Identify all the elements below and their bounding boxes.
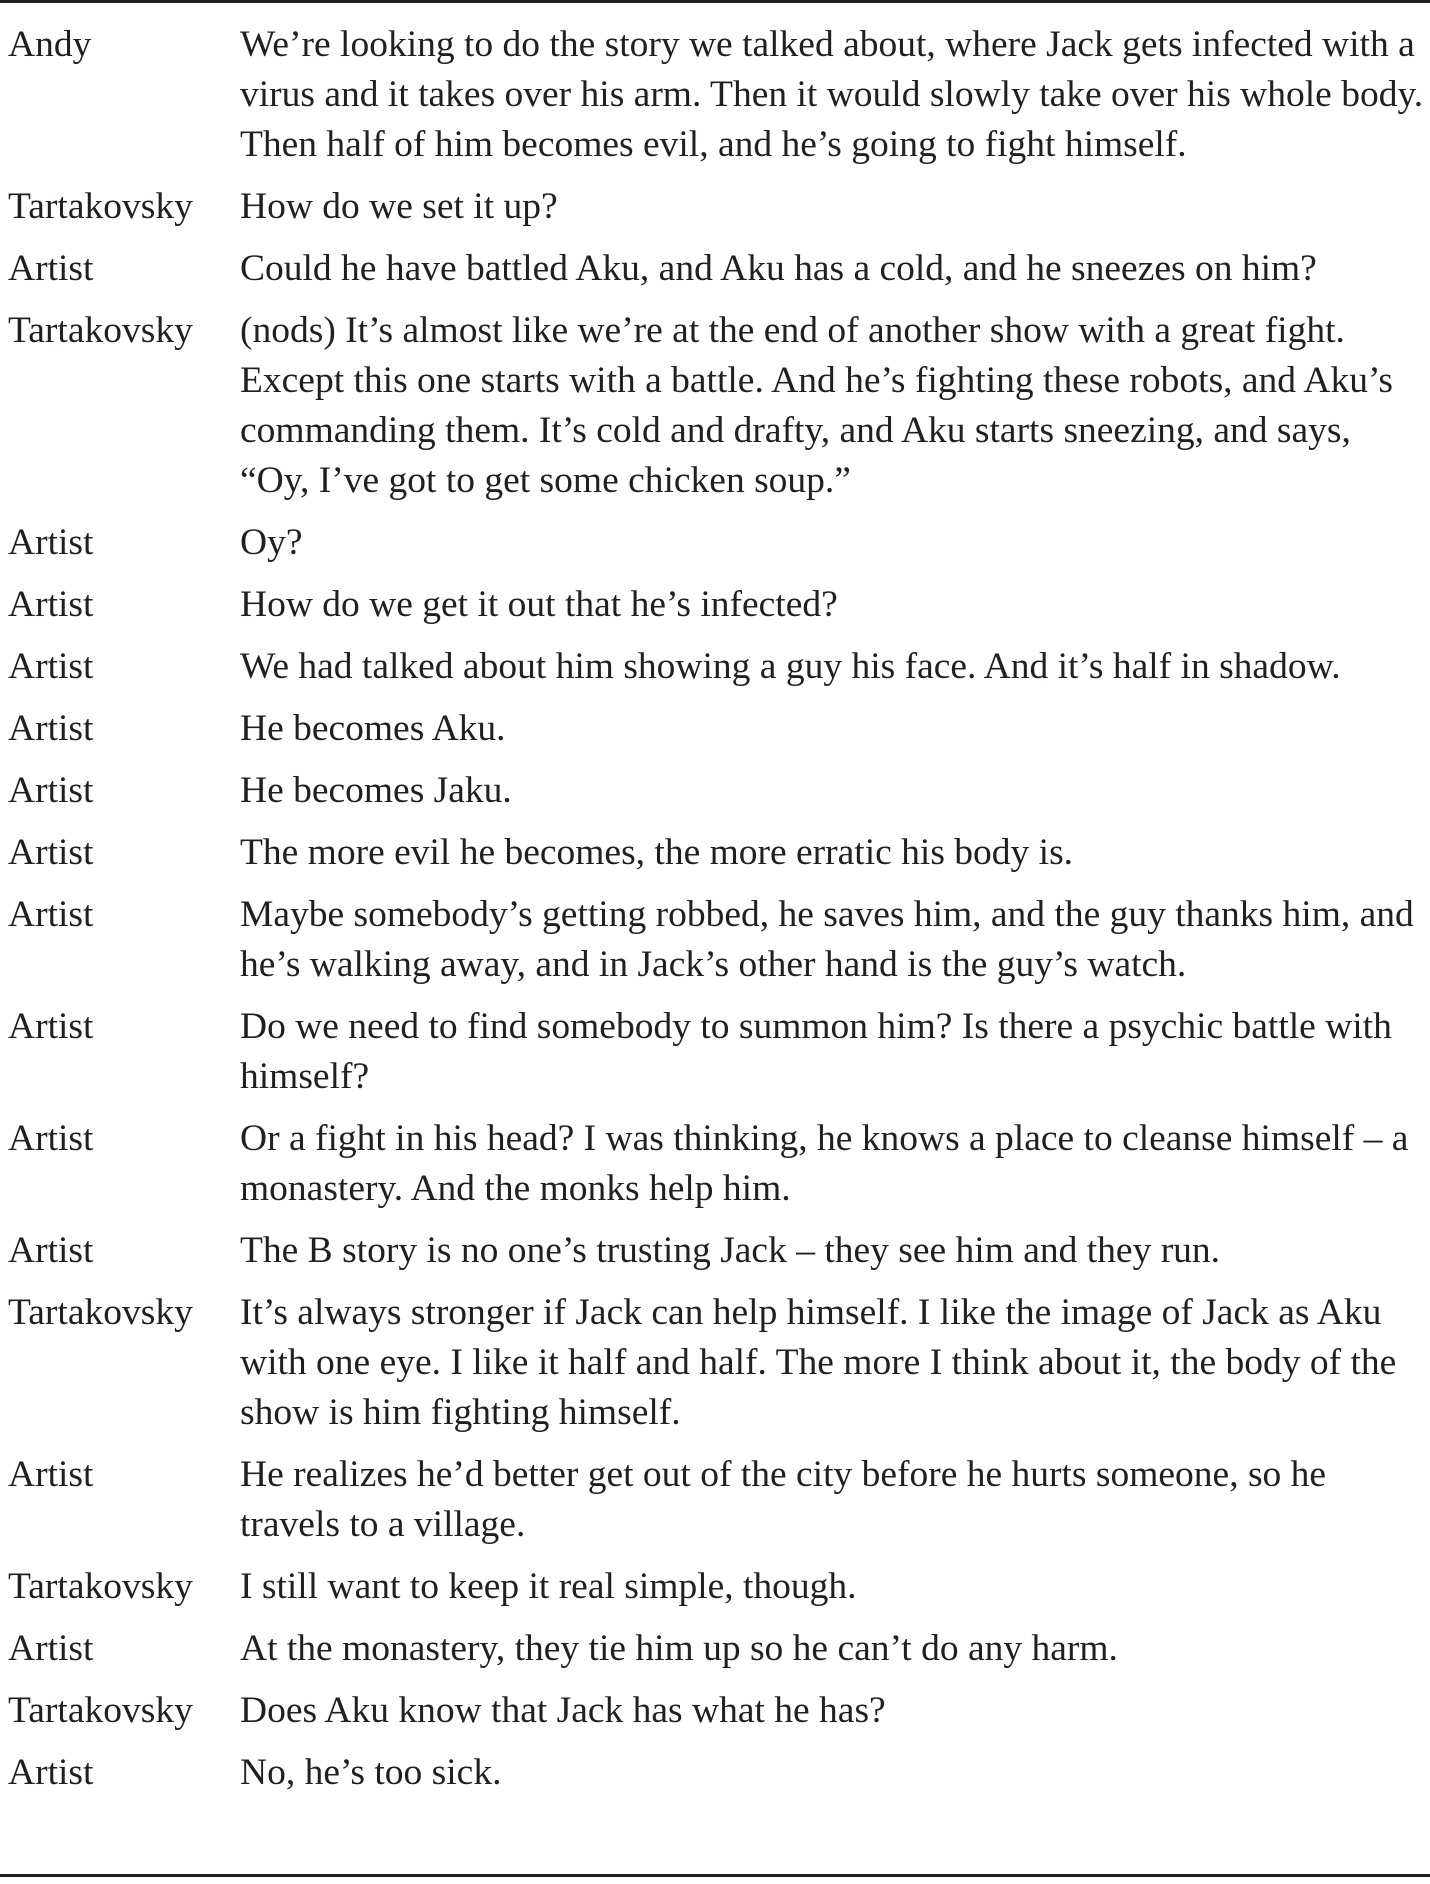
transcript-row	[8, 1748, 1426, 1810]
dialogue-text: The more evil he becomes, the more erratic his body is.	[240, 832, 1074, 873]
transcript-row	[8, 1450, 1426, 1562]
speaker-name: Artist	[8, 1752, 94, 1793]
transcript-row	[8, 518, 1426, 580]
dialogue-text: No, he’s too sick.	[240, 1752, 502, 1793]
dialogue-text: (nods) It’s almost like we’re at the end of another show with a great fight. Except this one starts with a battle. And he’s fighting these robots, and Aku’s commanding them. It’s cold and drafty, and Aku starts sneezing, and says, “Oy, I’ve got to get some chicken soup.”	[240, 310, 1393, 501]
speaker-name: Artist	[8, 1006, 94, 1047]
transcript-row	[8, 306, 1426, 518]
dialogue-text: He becomes Aku.	[240, 708, 506, 749]
transcript-row	[8, 1624, 1426, 1686]
transcript-row	[8, 1114, 1426, 1226]
speaker-name: Andy	[8, 24, 92, 65]
dialogue-text: At the monastery, they tie him up so he can’t do any harm.	[240, 1628, 1118, 1669]
speaker-name: Artist	[8, 832, 94, 873]
transcript-row	[8, 642, 1426, 704]
transcript-row	[8, 1686, 1426, 1748]
speaker-name: Tartakovsky	[8, 1292, 193, 1333]
speaker-name: Artist	[8, 1628, 94, 1669]
speaker-name: Tartakovsky	[8, 186, 193, 227]
transcript-row	[8, 1288, 1426, 1450]
speaker-name: Artist	[8, 1230, 94, 1271]
speaker-name: Artist	[8, 1118, 94, 1159]
transcript-row	[8, 244, 1426, 306]
speaker-name: Artist	[8, 770, 94, 811]
dialogue-text: The B story is no one’s trusting Jack – they see him and they run.	[240, 1230, 1221, 1271]
top-rule	[0, 0, 1430, 3]
speaker-name: Artist	[8, 1454, 94, 1495]
dialogue-text: We’re looking to do the story we talked about, where Jack gets infected with a virus and it takes over his arm. Then it would slowly take over his whole body. Then half of him becomes evil, and he’s going to fight himself.	[240, 24, 1424, 165]
bottom-rule	[0, 1874, 1430, 1877]
dialogue-text: Oy?	[240, 522, 303, 563]
dialogue-text: Does Aku know that Jack has what he has?	[240, 1690, 886, 1731]
speaker-name: Artist	[8, 248, 94, 289]
dialogue-text: Or a fight in his head? I was thinking, he knows a place to cleanse himself – a monastery. And the monks help him.	[240, 1118, 1409, 1209]
transcript-row	[8, 20, 1426, 182]
dialogue-text: He realizes he’d better get out of the city before he hurts someone, so he travels to a village.	[240, 1454, 1327, 1545]
transcript-row	[8, 182, 1426, 244]
dialogue-text: It’s always stronger if Jack can help himself. I like the image of Jack as Aku with one eye. I like it half and half. The more I think about it, the body of the show is him fighting himself.	[240, 1292, 1397, 1433]
speaker-name: Artist	[8, 584, 94, 625]
transcript-row	[8, 580, 1426, 642]
dialogue-text: Do we need to find somebody to summon him? Is there a psychic battle with himself?	[240, 1006, 1392, 1097]
speaker-name: Artist	[8, 522, 94, 563]
transcript-row	[8, 704, 1426, 766]
speaker-name: Tartakovsky	[8, 1690, 193, 1731]
transcript-row	[8, 766, 1426, 828]
dialogue-text: How do we get it out that he’s infected?	[240, 584, 838, 625]
dialogue-text: I still want to keep it real simple, though.	[240, 1566, 857, 1607]
dialogue-text: We had talked about him showing a guy his face. And it’s half in shadow.	[240, 646, 1341, 687]
speaker-name: Tartakovsky	[8, 310, 193, 351]
dialogue-text: Could he have battled Aku, and Aku has a cold, and he sneezes on him?	[240, 248, 1317, 289]
speaker-name: Tartakovsky	[8, 1566, 193, 1607]
transcript-row	[8, 1002, 1426, 1114]
transcript-row	[8, 828, 1426, 890]
speaker-name: Artist	[8, 894, 94, 935]
speaker-name: Artist	[8, 646, 94, 687]
speaker-name: Artist	[8, 708, 94, 749]
transcript-row	[8, 1226, 1426, 1288]
dialogue-text: Maybe somebody’s getting robbed, he saves him, and the guy thanks him, and he’s walking away, and in Jack’s other hand is the guy’s watch.	[240, 894, 1414, 985]
dialogue-text: He becomes Jaku.	[240, 770, 512, 811]
transcript-row	[8, 890, 1426, 1002]
transcript-row	[8, 1562, 1426, 1624]
transcript-body	[8, 20, 1426, 1810]
dialogue-text: How do we set it up?	[240, 186, 558, 227]
transcript-table	[8, 20, 1426, 1810]
